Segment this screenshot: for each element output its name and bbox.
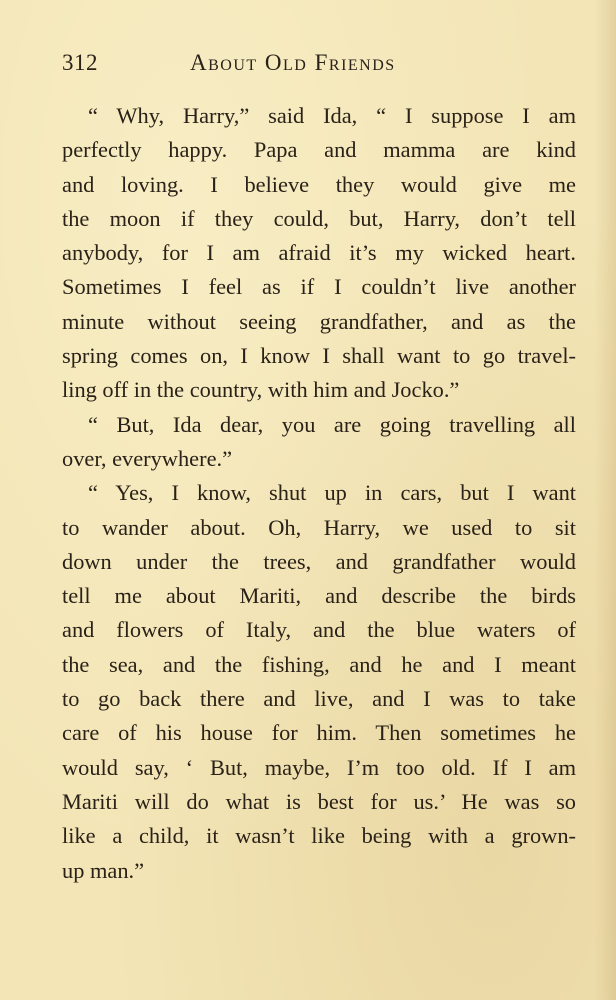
running-head: About Old Friends: [190, 50, 396, 75]
text-line: Sometimes I feel as if I couldn’t live another: [62, 274, 576, 300]
text-line: would say, ‘ But, maybe, I’m too old. If I am: [62, 754, 576, 780]
text-line: the moon if they could, but, Harry, don’t tell: [62, 205, 576, 231]
text-line: Mariti will do what is best for us.’ He was so: [62, 788, 576, 814]
text-line: and flowers of Italy, and the blue waters of: [62, 617, 576, 643]
page-header: [62, 50, 576, 80]
text-line: perfectly happy. Papa and mamma are kind: [62, 137, 576, 163]
text-line: down under the trees, and grandfather would: [62, 548, 576, 574]
text-line: “ Yes, I know, shut up in cars, but I want: [88, 480, 576, 506]
text-line: “ But, Ida dear, you are going travelling all: [88, 411, 576, 437]
text-line: to wander about. Oh, Harry, we used to sit: [62, 514, 576, 540]
text-line: “ Why, Harry,” said Ida, “ I suppose I am: [88, 103, 576, 128]
text-line: like a child, it wasn’t like being with a grown-: [62, 823, 576, 849]
text-line: care of his house for him. Then sometimes he: [62, 720, 576, 746]
text-line: anybody, for I am afraid it’s my wicked heart.: [62, 240, 576, 266]
text-line: and loving. I believe they would give me: [62, 171, 576, 197]
page-number: 312: [62, 50, 98, 75]
page-edge-shadow: [594, 0, 616, 1000]
text-line: up man.”: [62, 857, 145, 883]
body-text: [62, 99, 576, 888]
text-line: spring comes on, I know I shall want to go travel-: [62, 343, 576, 369]
text-line: tell me about Mariti, and describe the birds: [62, 583, 576, 609]
text-line: minute without seeing grandfather, and as the: [62, 308, 576, 334]
text-line: to go back there and live, and I was to take: [62, 686, 576, 712]
text-line: over, everywhere.”: [62, 445, 233, 471]
text-line: the sea, and the fishing, and he and I meant: [62, 651, 576, 677]
text-line: ling off in the country, with him and Jocko.”: [62, 377, 460, 403]
